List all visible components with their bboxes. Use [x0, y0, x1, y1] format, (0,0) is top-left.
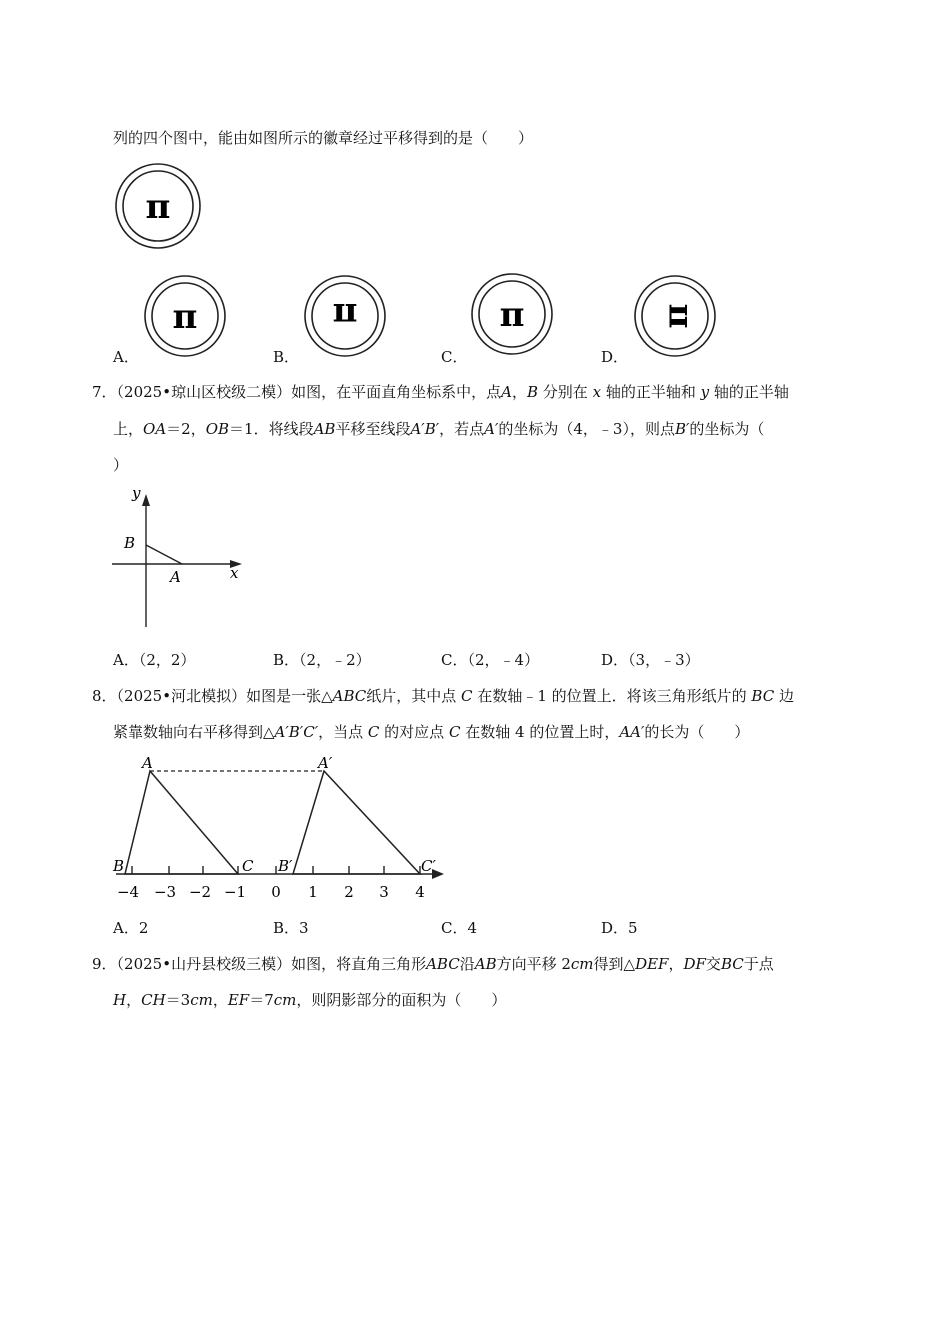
q6-stem — [113, 128, 533, 148]
q6-option-c-symbol: π — [499, 295, 525, 335]
q8-triangle-abc — [125, 771, 238, 874]
q6-option-d-label[interactable]: D． — [601, 348, 629, 366]
q7-option-d[interactable]: D．（3，﹣3） — [601, 651, 700, 669]
q8-option-d[interactable]: D．5 — [601, 919, 638, 937]
q8-source: （2025•河北模拟） — [116, 687, 247, 705]
q8-tick-label: −1 — [223, 883, 247, 901]
q7-segment-ab — [146, 545, 182, 564]
q7-option-b[interactable]: B．（2，﹣2） — [273, 651, 371, 669]
q8-stem-line2: 紧靠数轴向右平移得到△A′B′C′，当点 C 的对应点 C 在数轴 4 的位置上时，AA′的长为（ ） — [113, 723, 750, 741]
q8-triangle-apbpcp — [293, 771, 420, 874]
q7-label-a: A — [170, 568, 181, 586]
q7-option-c[interactable]: C．（2，﹣4） — [441, 651, 540, 669]
q6-option-a-badge — [143, 274, 229, 360]
q8-tick-label: −3 — [153, 883, 177, 901]
q8-tick-label: 1 — [308, 883, 318, 901]
q9-number: 9． — [92, 955, 117, 973]
q6-badge-symbol: π — [145, 187, 171, 227]
q7-source: （2025•琼山区校级二模） — [116, 383, 292, 401]
q8-tick-label: 0 — [271, 883, 281, 901]
q8-label-b: B — [113, 857, 125, 875]
q7-coordinate-figure — [108, 482, 248, 632]
q8-label-c: C — [242, 857, 254, 875]
q7-label-x: x — [230, 564, 239, 582]
q8-label-a: A — [142, 754, 153, 772]
q8-ticks — [132, 866, 420, 874]
q6-option-b-label[interactable]: B． — [273, 348, 300, 366]
q8-option-b[interactable]: B．3 — [273, 919, 309, 937]
q6-reference-badge — [114, 162, 204, 252]
q7-stem-line2: 上，OA＝2，OB＝1．将线段AB平移至线段A′B′，若点A′的坐标为（4，﹣3），则点B′的坐标为（ — [113, 420, 765, 438]
q6-option-d-symbol: π — [656, 303, 696, 329]
q8-tick-label: 3 — [379, 883, 389, 901]
q8-option-c[interactable]: C．4 — [441, 919, 478, 937]
q6-stem-text: 列的四个图中，能由如图所示的徽章经过平移得到的是（ ） — [113, 129, 534, 147]
q8-tick-label: −4 — [116, 883, 140, 901]
q6-option-a-label[interactable]: A． — [113, 348, 139, 366]
q8-number: 8． — [92, 687, 117, 705]
q8-label-bp: B′ — [278, 857, 293, 875]
q8-tick-label: −2 — [188, 883, 212, 901]
q9-stem-line1: 9．（2025•山丹县校级三模）如图，将直角三角形ABC沿AB方向平移 2cm得到△DEF，DF交BC于点 — [92, 955, 774, 973]
q6-option-c-badge — [470, 272, 556, 358]
q7-stem-line3: ） — [113, 456, 129, 474]
q6-option-b-badge — [303, 274, 389, 360]
q9-source: （2025•山丹县校级三模） — [116, 955, 292, 973]
q8-stem-line1: 8．（2025•河北模拟）如图是一张△ABC纸片，其中点 C 在数轴﹣1 的位置上．将该三角形纸片的 BC 边 — [92, 687, 794, 705]
q7-label-b: B — [124, 534, 136, 552]
q6-option-a-symbol: π — [172, 297, 198, 337]
q8-tick-label: 4 — [415, 883, 425, 901]
q6-option-b-symbol: π — [332, 295, 358, 335]
q7-number: 7． — [92, 383, 117, 401]
q9-stem-line2: H，CH＝3cm，EF＝7cm，则阴影部分的面积为（ ） — [113, 991, 507, 1009]
q7-stem-line1: 7．（2025•琼山区校级二模）如图，在平面直角坐标系中，点A，B 分别在 x 轴的正半轴和 y 轴的正半轴 — [92, 383, 789, 401]
q7-option-a[interactable]: A．（2，2） — [113, 651, 196, 669]
q8-option-a[interactable]: A．2 — [113, 919, 149, 937]
q6-option-d-badge — [633, 274, 719, 360]
q8-label-ap: A′ — [318, 754, 333, 772]
q6-option-c-label[interactable]: C． — [441, 348, 468, 366]
q7-y-arrow — [142, 494, 150, 506]
q8-label-cp: C′ — [421, 857, 436, 875]
q8-tick-label: 2 — [344, 883, 354, 901]
q7-label-y: y — [132, 484, 141, 502]
q8-number-line-figure — [108, 750, 453, 908]
